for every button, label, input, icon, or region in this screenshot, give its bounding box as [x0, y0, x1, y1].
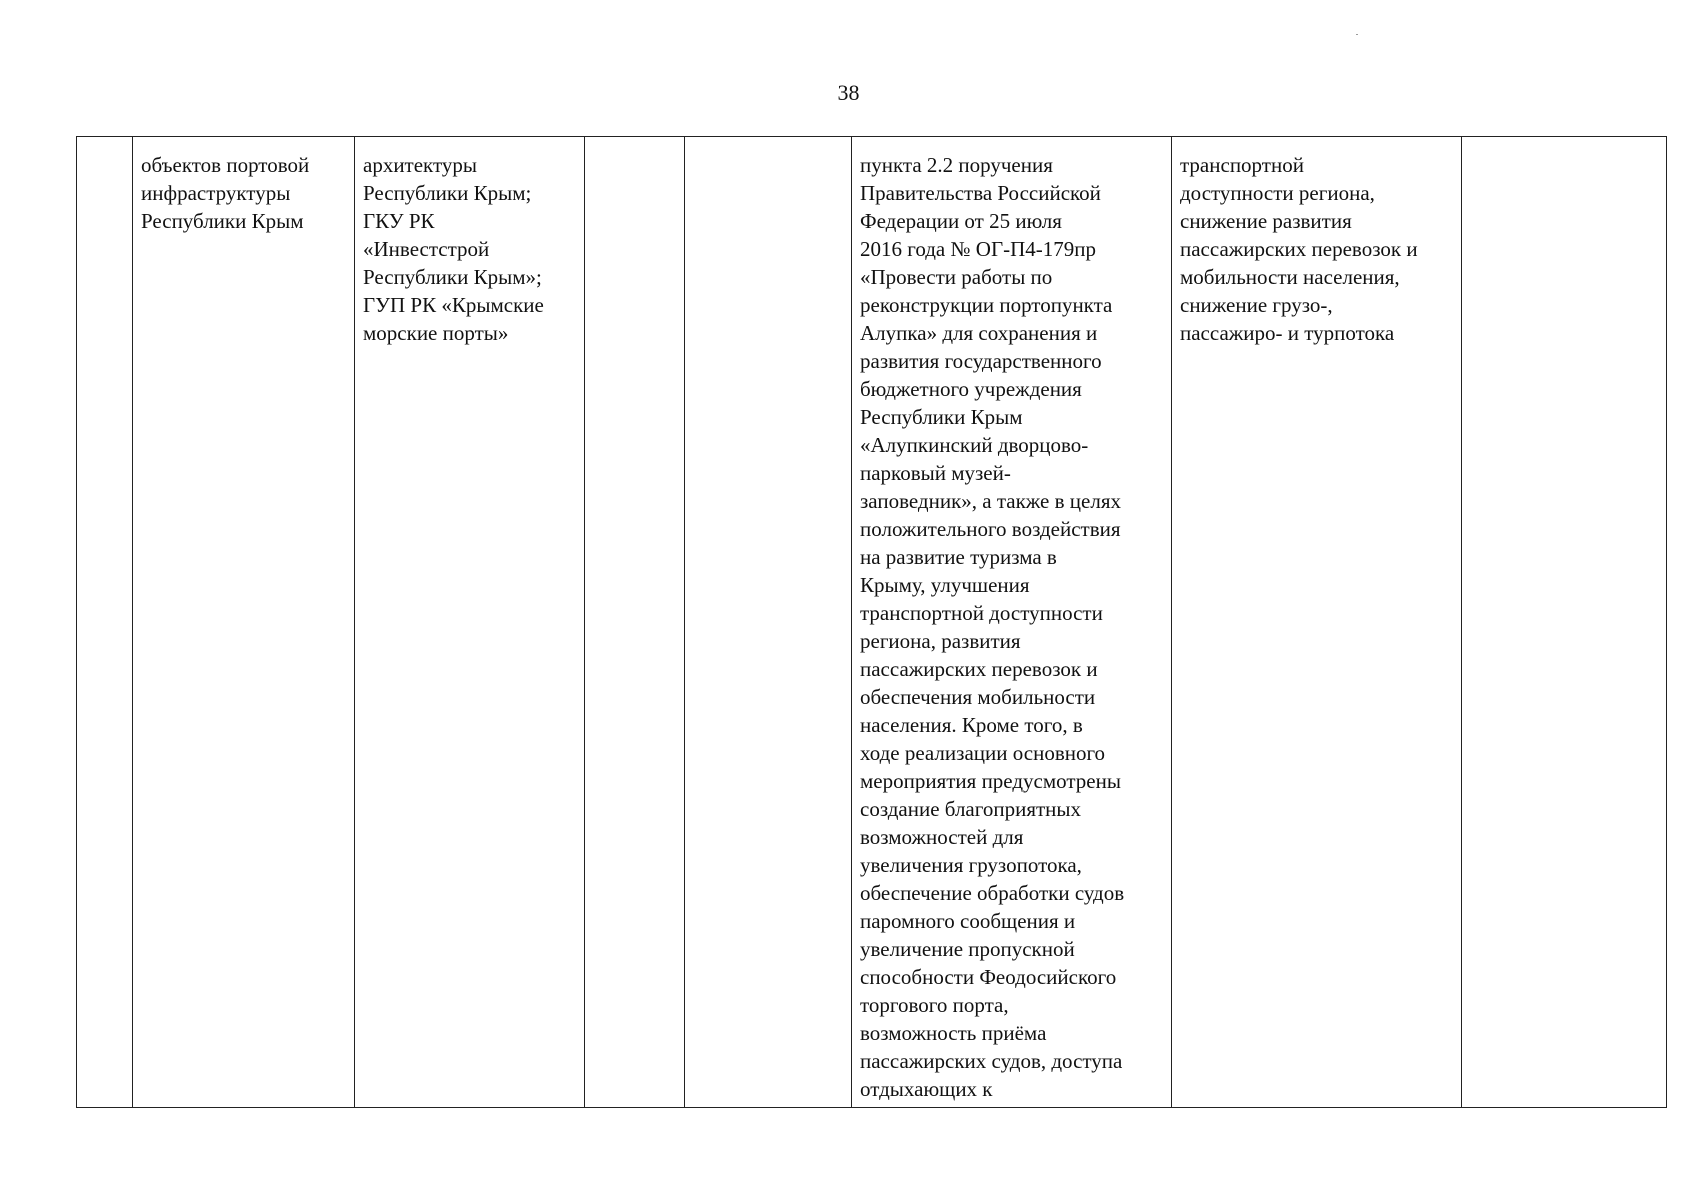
cell-text: транспортной доступности региона, снижение развития пассажирских перевозок и мобильности населения, снижение грузо-, пассажиро- и турпотока [1180, 153, 1418, 345]
cell-text: архитектуры Республики Крым; ГКУ РК «Инвестстрой Республики Крым»; ГУП РК «Крымские морские порты» [363, 153, 544, 345]
table-cell-end [685, 137, 852, 1108]
table-cell-consequences [1172, 137, 1462, 1108]
table-row [77, 137, 1667, 1108]
table-cell-name [133, 137, 355, 1108]
table-cell-executor [355, 137, 585, 1108]
table-cell-indicators [1462, 137, 1667, 1108]
scan-mark [1356, 34, 1358, 35]
cell-text: объектов портовой инфраструктуры Республики Крым [141, 153, 310, 233]
table-cell-start [585, 137, 685, 1108]
table-cell-result [852, 137, 1172, 1108]
document-table [76, 136, 1667, 1108]
page-number: 38 [837, 80, 860, 105]
table-cell-number [77, 137, 133, 1108]
cell-text: пункта 2.2 поручения Правительства Российской Федерации от 25 июля 2016 года № ОГ-П4-179пр «Провести работы по реконструкции портопункта Алупка» для сохранения и развития государственного бюджетного учреждения Республики Крым «Алупкинский дворцово- парковый музей- заповедник», а также в целях положительного воздействия на развитие туризма в Крыму, улучшения транспортной доступности региона, развития пассажирских перевозок и обеспечения мобильности населения. Кроме того, в ходе реализации основного мероприятия предусмотрены создание благоприятных возможностей для увеличения грузопотока, обеспечение обработки судов паромного сообщения и увеличение пропускной способности Феодосийского торгового порта, возможность приёма пассажирских судов, доступа отдыхающих к [860, 153, 1125, 1101]
